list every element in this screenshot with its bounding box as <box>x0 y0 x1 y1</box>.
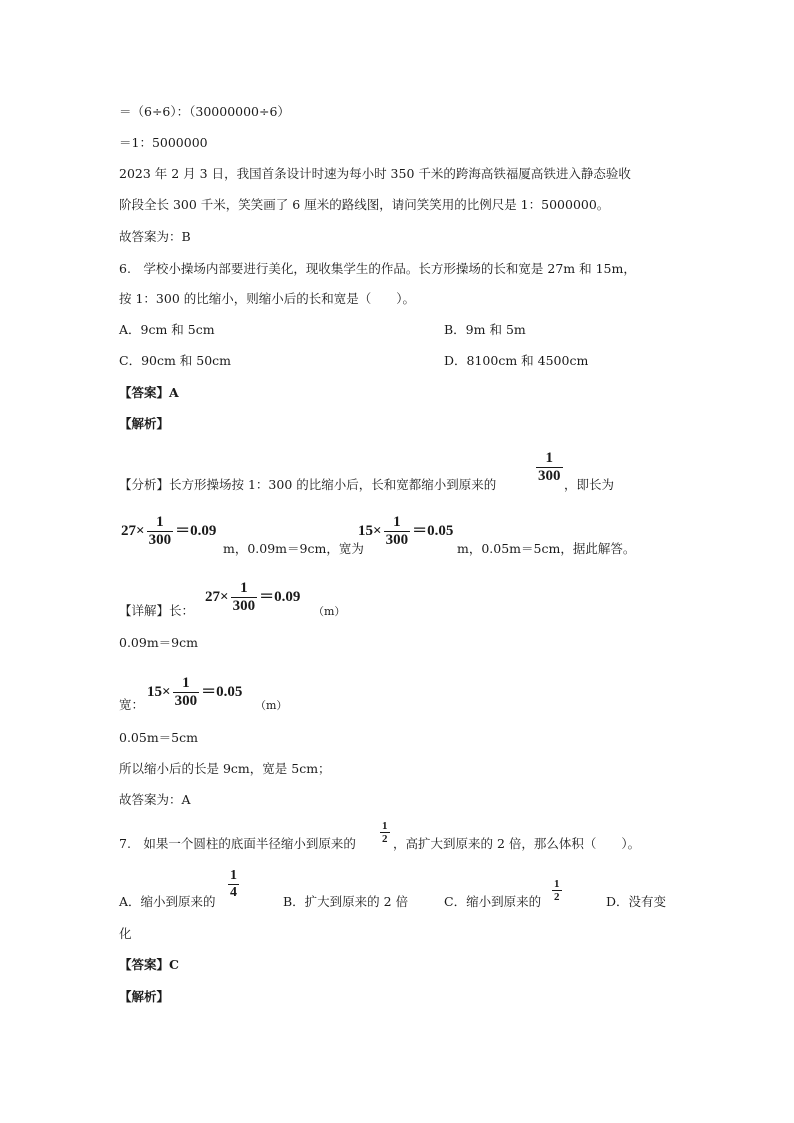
unit-m-width: （m） <box>255 699 288 712</box>
conversion-width: 0.05m＝5cm <box>119 730 198 745</box>
expr-width-right: ＝0.05 <box>412 522 454 539</box>
q7-option-a: A．缩小到原来的 <box>119 894 216 909</box>
expr-length-right: ＝0.09 <box>175 522 217 539</box>
q6-answer: 【答案】A <box>119 385 179 400</box>
width-label: 宽： <box>119 697 145 712</box>
q6-analysis-label: 【解析】 <box>119 416 170 431</box>
conversion-length: 0.09m＝9cm <box>119 635 198 650</box>
fraction-numerator: 1 <box>230 868 237 883</box>
expr-length-left: 27× <box>205 588 229 605</box>
expr-width-left: 15× <box>147 683 171 700</box>
q7-answer: 【答案】C <box>119 957 179 972</box>
fraction-denominator: 300 <box>385 532 409 548</box>
fraction-numerator: 1 <box>240 580 248 596</box>
q7-stem-prefix: 7. 如果一个圆柱的底面半径缩小到原来的 <box>119 836 356 851</box>
fraction-1-4 <box>228 868 239 901</box>
fraction-1-300 <box>384 514 411 549</box>
q7-analysis-label: 【解析】 <box>119 989 170 1004</box>
expr-length-right: ＝0.09 <box>259 588 301 605</box>
fraction-1-300 <box>147 514 174 549</box>
mid-text-1: m，0.09m＝9cm，宽为 <box>223 541 364 556</box>
q6-option-d: D．8100cm 和 4500cm <box>444 353 589 368</box>
q6-final-answer: 故答案为：A <box>119 792 191 807</box>
q6-option-c: C．90cm 和 50cm <box>119 353 232 368</box>
q7-fraction-half <box>378 820 392 845</box>
fenxi-suffix: ，即长为 <box>564 477 615 492</box>
fraction-numerator: 1 <box>182 675 190 691</box>
q7-stem-suffix: ，高扩大到原来的 2 倍，那么体积（ ）。 <box>393 836 641 851</box>
detail-expr-length <box>205 580 300 615</box>
fraction-1-300 <box>173 675 200 710</box>
q7-option-c-fraction <box>550 878 564 903</box>
expr-width-left: 15× <box>358 522 382 539</box>
fraction-numerator: 1 <box>554 878 560 890</box>
fraction-numerator: 1 <box>393 514 401 530</box>
fraction-denominator: 300 <box>174 693 198 709</box>
fraction-numerator: 1 <box>545 450 553 466</box>
fraction-1-2 <box>552 878 562 903</box>
unit-m-length: （m） <box>313 605 346 618</box>
q6-option-b: B．9m 和 5m <box>444 322 526 337</box>
context-line-1: 2023 年 2 月 3 日，我国首条设计时速为每小时 350 千米的跨海高铁福厦高铁进入静态验收 <box>119 166 631 181</box>
fraction-denominator: 2 <box>382 833 388 845</box>
fraction-denominator: 4 <box>230 885 237 900</box>
conclusion-line: 所以缩小后的长是 9cm，宽是 5cm； <box>119 761 331 776</box>
context-line-2: 阶段全长 300 千米，笑笑画了 6 厘米的路线图，请问笑笑用的比例尺是 1：5000000。 <box>119 197 610 212</box>
expr-length <box>121 514 216 549</box>
fraction-1-300 <box>231 580 258 615</box>
q7-option-b: B．扩大到原来的 2 倍 <box>283 894 409 909</box>
fenxi-prefix: 【分析】长方形操场按 1：300 的比缩小后，长和宽都缩小到原来的 <box>119 477 497 492</box>
fraction-denominator: 2 <box>554 891 560 903</box>
fraction-denominator: 300 <box>148 532 172 548</box>
q6-fenxi-line <box>119 477 496 493</box>
calc-line-2: ＝1：5000000 <box>119 135 208 150</box>
q6-stem-line-1: 6. 学校小操场内部要进行美化，现收集学生的作品。长方形操场的长和宽是 27m 和 15m， <box>119 261 636 276</box>
fraction-numerator: 1 <box>156 514 164 530</box>
calc-line-1: ＝（6÷6）：（30000000÷6） <box>119 104 290 119</box>
mid-text-2: m，0.05m＝5cm，据此解答。 <box>457 541 636 556</box>
fraction-denominator: 300 <box>538 468 561 484</box>
expr-width <box>358 514 453 549</box>
q7-option-c: C．缩小到原来的 <box>444 894 542 909</box>
fenxi-fraction <box>534 450 565 485</box>
fraction-numerator: 1 <box>382 820 388 832</box>
expr-width-right: ＝0.05 <box>201 683 243 700</box>
q7-option-d-continued: 化 <box>119 926 132 941</box>
fraction-1-300 <box>536 450 563 485</box>
detail-label: 【详解】长： <box>119 603 195 618</box>
q6-stem-line-2: 按 1：300 的比缩小，则缩小后的长和宽是（ ）。 <box>119 291 416 306</box>
answer-line-q5: 故答案为：B <box>119 229 191 244</box>
q6-option-a: A．9cm 和 5cm <box>119 322 215 337</box>
expr-length-left: 27× <box>121 522 145 539</box>
detail-expr-width <box>147 675 242 710</box>
fraction-1-2 <box>380 820 390 845</box>
fraction-denominator: 300 <box>232 598 256 614</box>
q7-fraction-quarter <box>226 868 241 901</box>
q7-option-d: D．没有变 <box>606 894 667 909</box>
